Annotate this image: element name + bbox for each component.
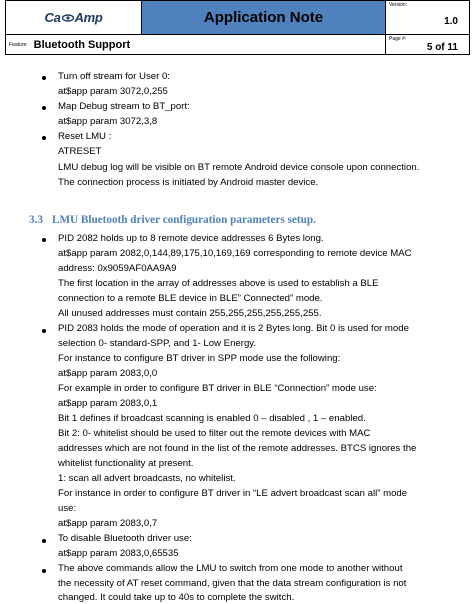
page-number: 5 of 11 <box>426 42 458 53</box>
calamp-logo <box>44 10 102 25</box>
body-line: Turn off stream for User 0: <box>58 71 170 82</box>
body-line: LMU debug log will be visible on BT remote Android device console upon connection. <box>58 162 420 173</box>
bullet-marker <box>42 539 46 543</box>
code-line: at$app param 2083,0,1 <box>58 398 158 409</box>
version-label: Version: <box>389 2 408 8</box>
feature-label: Feature: <box>9 42 28 48</box>
logo-text-right: Amp <box>74 10 103 25</box>
code-line: at$app param 2083,0,7 <box>58 518 158 529</box>
page-cell <box>386 35 470 55</box>
bullet-marker <box>42 238 46 242</box>
feature-value: Bluetooth Support <box>33 39 131 51</box>
title-cell <box>142 1 386 35</box>
logo-cell <box>6 1 142 35</box>
version-value: 1.0 <box>444 16 458 27</box>
document-header <box>5 0 470 55</box>
body-line: addresses which are not found in the list of the remote addresses. BTCS ignores the <box>58 443 417 454</box>
body-line: Bit 2: 0- whitelist should be used to filter out the remote devices with MAC <box>58 428 371 439</box>
body-line: Bit 1 defines if broadcast scanning is enabled 0 – disabled , 1 – enabled. <box>58 413 366 424</box>
body-line: use: <box>58 503 77 514</box>
body-line: changed. It could take up to 40s to complete the switch. <box>58 592 295 603</box>
body-line: connection to a remote BLE device in BLE” Connected” mode. <box>58 293 323 304</box>
bullet-marker <box>42 569 46 573</box>
body-line: All unused addresses must contain 255,255,255,255,255,255. <box>58 308 322 319</box>
feature-cell <box>6 35 386 55</box>
body-line: Reset LMU : <box>58 131 112 142</box>
code-line: at$app param 2083,0,0 <box>58 368 158 379</box>
body-line: For instance in order to configure BT driver in “LE advert broadcast scan all” mode <box>58 488 408 499</box>
code-line: at$app param 3072,0,255 <box>58 86 168 97</box>
body-line: The above commands allow the LMU to switch from one mode to another without <box>58 563 403 574</box>
body-line: address: 0x9059AF0AA9A9 <box>58 263 177 274</box>
body-line: For example in order to configure BT driver in BLE “Connection” mode use: <box>58 383 377 394</box>
page-label: Page #: <box>389 36 407 42</box>
bullet-marker <box>42 329 46 333</box>
body-line: the necessity of AT reset command, given that the data stream configuration is not <box>58 578 407 589</box>
bullet-marker <box>42 106 46 110</box>
bullet-marker <box>42 136 46 140</box>
code-line: ATRESET <box>58 146 102 157</box>
body-line: To disable Bluetooth driver use: <box>58 533 192 544</box>
body-line: The first location in the array of addresses above is used to establish a BLE <box>58 278 379 289</box>
body-line: The connection process is initiated by Android master device. <box>58 177 319 188</box>
logo-swoosh-icon <box>62 13 74 23</box>
body-line: PID 2082 holds up to 8 remote device addresses 6 Bytes long. <box>58 233 324 244</box>
section-number: 3.3 <box>29 214 43 226</box>
code-line: at$app param 3072,3,8 <box>58 116 158 127</box>
version-cell <box>386 1 470 35</box>
logo-text-left: Ca <box>44 10 61 25</box>
code-line: at$app param 2083,0,65535 <box>58 548 179 559</box>
body-line: at$app param 2082,0,144,89,175,10,169,169 corresponding to remote device MAC <box>58 248 412 259</box>
body-line: 1: scan all advert broadcasts, no whitelist. <box>58 473 236 484</box>
body-line: Map Debug stream to BT_port: <box>58 101 190 112</box>
section-title: LMU Bluetooth driver configuration parameters setup. <box>51 214 316 226</box>
section-heading <box>29 214 316 226</box>
bullet-marker <box>42 76 46 80</box>
document-title: Application Note <box>203 9 324 26</box>
body-line: For instance to configure BT driver in SPP mode use the following: <box>58 353 341 364</box>
body-line: selection 0- standard-SPP, and 1- Low Energy. <box>58 338 257 349</box>
body-line: PID 2083 holds the mode of operation and it is 2 Bytes long. Bit 0 is used for mode <box>58 323 409 334</box>
body-line: whitelist functionality at present. <box>58 458 194 469</box>
